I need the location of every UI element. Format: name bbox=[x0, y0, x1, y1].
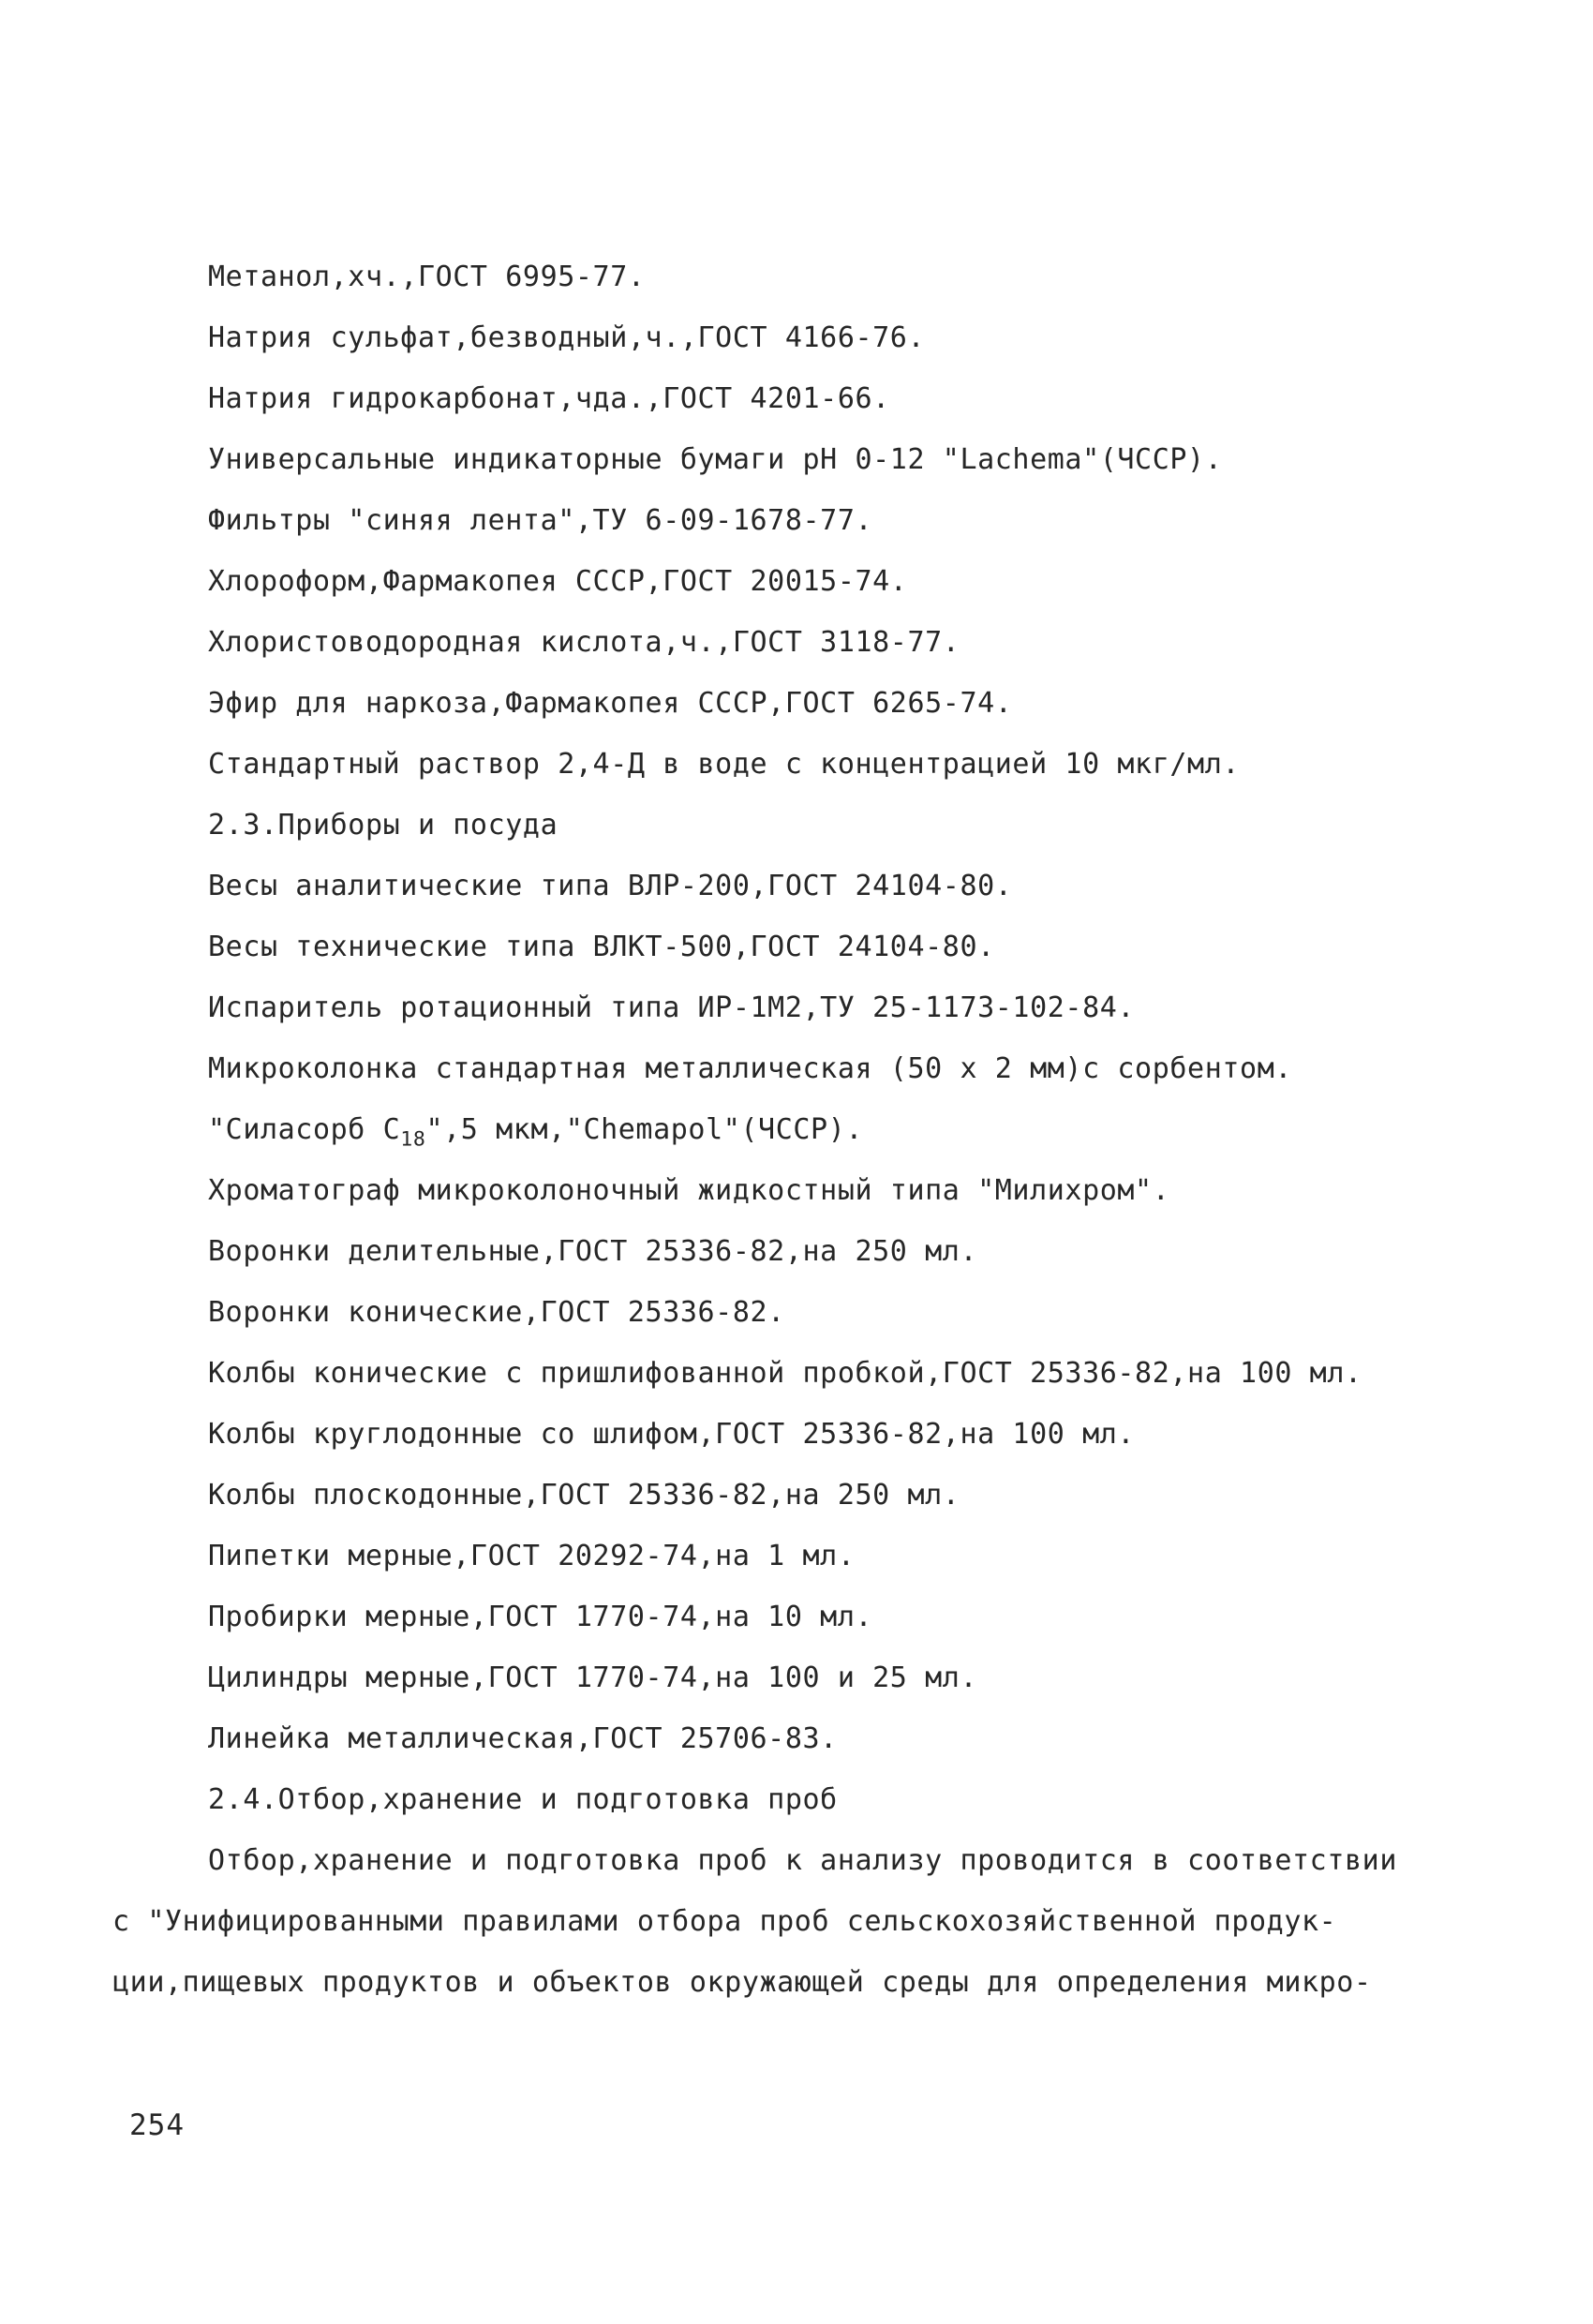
instrument-line: Пипетки мерные,ГОСТ 20292-74,на 1 мл. bbox=[208, 1540, 856, 1572]
reagent-line: Натрия сульфат,безводный,ч.,ГОСТ 4166-76. bbox=[208, 321, 926, 354]
instrument-line: Весы аналитические типа ВЛР-200,ГОСТ 24104-80. bbox=[208, 870, 1013, 902]
reagent-line: Хлористоводородная кислота,ч.,ГОСТ 3118-77. bbox=[208, 626, 960, 659]
paragraph-line: ции,пищевых продуктов и объектов окружающей среды для определения микро- bbox=[112, 1966, 1372, 1999]
sorbent-suffix: ",5 мкм,"Chemapol"(ЧССР). bbox=[425, 1113, 864, 1146]
instrument-line: Хроматограф микроколоночный жидкостный типа "Милихром". bbox=[208, 1174, 1170, 1207]
instrument-line: Колбы круглодонные со шлифом,ГОСТ 25336-82,на 100 мл. bbox=[208, 1418, 1136, 1451]
paragraph-line: Отбор,хранение и подготовка проб к анализу проводится в соответствии bbox=[208, 1844, 1397, 1877]
reagent-line: Стандартный раствор 2,4-Д в воде с концентрацией 10 мкг/мл. bbox=[208, 748, 1241, 781]
reagent-line: Метанол,хч.,ГОСТ 6995-77. bbox=[208, 261, 646, 293]
instrument-line: Колбы плоскодонные,ГОСТ 25336-82,на 250 мл. bbox=[208, 1479, 960, 1512]
page-number: 254 bbox=[129, 2108, 185, 2142]
sorbent-prefix: "Силасорб С bbox=[208, 1113, 401, 1146]
instrument-line: Пробирки мерные,ГОСТ 1770-74,на 10 мл. bbox=[208, 1601, 873, 1633]
instrument-line: Колбы конические с пришлифованной пробкой,ГОСТ 25336-82,на 100 мл. bbox=[208, 1357, 1362, 1390]
reagent-line: Натрия гидрокарбонат,чда.,ГОСТ 4201-66. bbox=[208, 382, 890, 415]
reagent-line: Хлороформ,Фармакопея СССР,ГОСТ 20015-74. bbox=[208, 565, 908, 598]
instrument-line: Воронки конические,ГОСТ 25336-82. bbox=[208, 1296, 785, 1329]
instrument-line: Линейка металлическая,ГОСТ 25706-83. bbox=[208, 1722, 838, 1755]
instrument-line: Микроколонка стандартная металлическая (50 х 2 мм)с сорбентом. bbox=[208, 1052, 1293, 1085]
sorbent-subscript: 18 bbox=[400, 1127, 426, 1152]
instrument-line: Воронки делительные,ГОСТ 25336-82,на 250 мл. bbox=[208, 1235, 978, 1268]
section-heading-instruments: 2.3.Приборы и посуда bbox=[208, 809, 558, 842]
section-heading-sampling: 2.4.Отбор,хранение и подготовка проб bbox=[208, 1783, 838, 1816]
paragraph-line: с "Унифицированными правилами отбора проб сельскохозяйственной продук- bbox=[112, 1905, 1337, 1938]
reagent-line: Фильтры "синяя лента",ТУ 6-09-1678-77. bbox=[208, 504, 873, 537]
instrument-line: Испаритель ротационный типа ИР-1М2,ТУ 25-1173-102-84. bbox=[208, 991, 1136, 1024]
sorbent-line bbox=[208, 1111, 864, 1152]
reagent-line: Эфир для наркоза,Фармакопея СССР,ГОСТ 6265-74. bbox=[208, 687, 1013, 720]
reagent-line: Универсальные индикаторные бумаги pH 0-12 "Lachema"(ЧССР). bbox=[208, 443, 1223, 476]
instrument-line: Весы технические типа ВЛКТ-500,ГОСТ 24104-80. bbox=[208, 931, 995, 963]
instrument-line: Цилиндры мерные,ГОСТ 1770-74,на 100 и 25 мл. bbox=[208, 1661, 978, 1694]
